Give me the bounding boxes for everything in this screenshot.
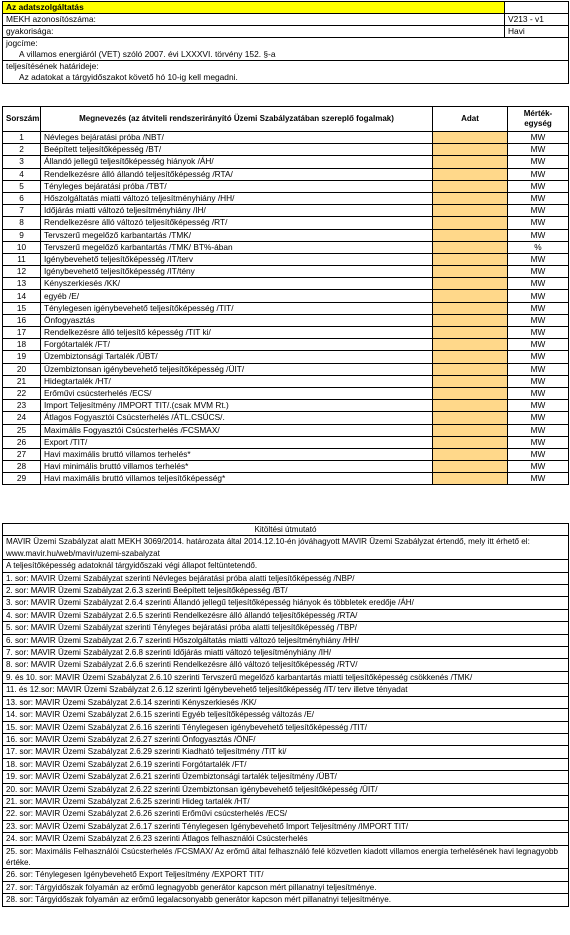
data-input-cell[interactable] [433,436,508,448]
row-name: Önfogyasztás [41,314,433,326]
instructions-table [2,523,569,907]
row-number: 18 [3,339,41,351]
row-unit: MW [508,278,569,290]
instruction-row [3,696,569,708]
row-name: Forgótartalék /FT/ [41,339,433,351]
row-number: 12 [3,266,41,278]
instruction-row [3,609,569,621]
table-row [3,412,569,424]
instruction-row [3,881,569,893]
row-unit: MW [508,253,569,265]
row-name: Állandó jellegű teljesítőképesség hiányok /ÁH/ [41,156,433,168]
instruction-row [3,634,569,646]
row-number: 25 [3,424,41,436]
instruction-row [3,845,569,869]
row-number: 22 [3,387,41,399]
instruction-row [3,536,569,560]
instruction-row [3,746,569,758]
instruction-row [3,684,569,696]
row-name: Tényleges bejáratási próba /TBT/ [41,180,433,192]
row-name: Rendelkezésre álló változó teljesítőképesség /RT/ [41,217,433,229]
row-unit: MW [508,290,569,302]
instruction-row [3,758,569,770]
row-unit: MW [508,327,569,339]
row-name: Kényszerkiesés /KK/ [41,278,433,290]
row-unit: MW [508,192,569,204]
data-input-cell[interactable] [433,302,508,314]
data-input-cell[interactable] [433,461,508,473]
data-input-cell[interactable] [433,327,508,339]
instruction-row [3,771,569,783]
row-number: 17 [3,327,41,339]
row-unit: MW [508,424,569,436]
instruction-text: 11. és 12.sor: MAVIR Üzemi Szabályzat 2.6.12 szerinti Igénybevehető teljesítőképesség /IT/ terv illetve tényadat [3,684,569,696]
instruction-text: A teljesítőképesség adatoknál tárgyidőszaki végi állapot feltüntetendő. [3,560,569,572]
data-input-cell[interactable] [433,192,508,204]
row-unit: MW [508,363,569,375]
col-header-adat: Adat [433,107,508,132]
instruction-row [3,833,569,845]
row-name: Tervszerű megelőző karbantartás /TMK/ BT%-ában [41,241,433,253]
row-name: Havi maximális bruttó villamos teljesítőképesség* [41,473,433,485]
instruction-text: 9. és 10. sor: MAVIR Üzemi Szabályzat 2.6.10 szerinti Tervszerű megelőző karbantartás miatti teljesítőképesség csökkenés /TMK/ [3,671,569,683]
data-input-cell[interactable] [433,448,508,460]
table-row [3,424,569,436]
instruction-text: 26. sor: Ténylegesen Igénybevehető Export Teljesítmény /EXPORT TIT/ [3,869,569,881]
instruction-row [3,894,569,906]
table-row [3,290,569,302]
table-row [3,436,569,448]
row-name: Átlagos Fogyasztói Csúcsterhelés /ÁTL.CSÚCS/. [41,412,433,424]
instruction-text: 6. sor: MAVIR Üzemi Szabályzat 2.6.7 szerinti Hőszolgáltatás miatti változó teljesítményhiány /HH/ [3,634,569,646]
instruction-text: 8. sor: MAVIR Üzemi Szabályzat 2.6.6 szerinti Rendelkezésre álló változó teljesítőképesség /RTV/ [3,659,569,671]
instruction-row [3,820,569,832]
table-row [3,156,569,168]
row-number: 16 [3,314,41,326]
instruction-row [3,585,569,597]
row-unit: MW [508,205,569,217]
row-name: Igénybevehető teljesítőképesség /IT/tény [41,266,433,278]
instruction-text: 23. sor: MAVIR Üzemi Szabályzat 2.6.17 szerinti Ténylegesen Igénybevehető Import Teljesítmény /IMPORT TIT/ [3,820,569,832]
row-unit: MW [508,412,569,424]
row-number: 7 [3,205,41,217]
header-table [2,1,569,84]
row-unit: MW [508,448,569,460]
row-name: Hőszolgáltatás miatti változó teljesítményhiány /HH/ [41,192,433,204]
row-number: 21 [3,375,41,387]
table-row [3,363,569,375]
instruction-text: MAVIR Üzemi Szabályzat alatt MEKH 3069/2014. határozata által 2014.12.10-én jóváhagyott MAVIR Üzemi Szabályzat értendő, mely itt érhető el: www.mavir.hu/web/mavir/uzemi-szabalyzat [3,536,569,560]
data-input-cell[interactable] [433,168,508,180]
row-unit: MW [508,229,569,241]
instruction-text: 14. sor: MAVIR Üzemi Szabályzat 2.6.15 szerinti Egyéb teljesítőképesség változás /E/ [3,709,569,721]
instruction-text: 16. sor: MAVIR Üzemi Szabályzat 2.6.27 szerinti Önfogyasztás /ÖNF/ [3,733,569,745]
row-number: 3 [3,156,41,168]
instruction-row [3,647,569,659]
frequency-label: gyakorisága: [3,26,505,38]
row-number: 28 [3,461,41,473]
data-input-cell[interactable] [433,400,508,412]
instruction-text: 15. sor: MAVIR Üzemi Szabályzat 2.6.16 szerinti Ténylegesen igénybevehető teljesítőképesség /TIT/ [3,721,569,733]
row-number: 11 [3,253,41,265]
instruction-row [3,721,569,733]
legal-basis-text: A villamos energiáról (VET) szóló 2007. évi LXXXVI. törvény 152. §-a [3,49,569,61]
row-name: Üzembiztonsági Tartalék /ÜBT/ [41,351,433,363]
row-unit: MW [508,266,569,278]
row-name: Maximális Fogyasztói Csúcsterhelés /FCSMAX/ [41,424,433,436]
row-unit: MW [508,351,569,363]
row-name: Beépített teljesítőképesség /BT/ [41,144,433,156]
row-unit: MW [508,436,569,448]
instruction-text: 2. sor: MAVIR Üzemi Szabályzat 2.6.3 szerinti Beépített teljesítőképesség /BT/ [3,585,569,597]
row-unit: MW [508,375,569,387]
data-input-cell[interactable] [433,229,508,241]
instruction-row [3,659,569,671]
table-row [3,266,569,278]
row-unit: MW [508,339,569,351]
data-input-cell[interactable] [433,290,508,302]
row-name: Rendelkezésre álló teljesítő képesség /TIT ki/ [41,327,433,339]
col-header-megnevezes: Megnevezés (az átviteli rendszerirányító Üzemi Szabályzatában szereplő fogalmak) [41,107,433,132]
data-input-cell[interactable] [433,205,508,217]
row-unit: MW [508,217,569,229]
row-unit: MW [508,387,569,399]
row-name: Tervszerű megelőző karbantartás /TMK/ [41,229,433,241]
table-row [3,217,569,229]
instruction-row [3,622,569,634]
row-number: 20 [3,363,41,375]
data-input-cell[interactable] [433,339,508,351]
table-row [3,302,569,314]
section-title: Az adatszolgáltatás [3,2,505,14]
instruction-text: 22. sor: MAVIR Üzemi Szabályzat 2.6.26 szerinti Erőművi csúcsterhelés /ECS/ [3,808,569,820]
instruction-text: 27. sor: Tárgyidőszak folyamán az erőmű legnagyobb generátor kapcson mért pillanatnyi teljesítménye. [3,881,569,893]
instruction-text: 3. sor: MAVIR Üzemi Szabályzat 2.6.4 szerinti Állandó jellegű teljesítőképesség hiányok és többletek eredője /ÁH/ [3,597,569,609]
deadline-label: teljesítésének határideje: [3,61,569,73]
row-name: Import Teljesítmény /IMPORT TIT/.(csak MVM Rt.) [41,400,433,412]
row-number: 9 [3,229,41,241]
legal-basis-label: jogcíme: [3,38,569,50]
row-number: 8 [3,217,41,229]
row-number: 10 [3,241,41,253]
data-input-cell[interactable] [433,375,508,387]
row-number: 26 [3,436,41,448]
row-number: 4 [3,168,41,180]
row-unit: MW [508,132,569,144]
row-unit: MW [508,302,569,314]
instruction-row [3,783,569,795]
data-input-cell[interactable] [433,144,508,156]
table-row [3,229,569,241]
row-number: 5 [3,180,41,192]
table-header-row [3,107,569,132]
row-unit: MW [508,314,569,326]
col-header-mertekegyseg: Mérték-egység [508,107,569,132]
frequency-value: Havi [505,26,569,38]
table-row [3,339,569,351]
row-name: Ténylegesen igénybevehető teljesítőképesség /TIT/ [41,302,433,314]
instruction-row [3,597,569,609]
table-row [3,375,569,387]
table-row [3,327,569,339]
instruction-row [3,709,569,721]
instruction-row [3,572,569,584]
row-number: 15 [3,302,41,314]
mekh-id-label: MEKH azonosítószáma: [3,14,505,26]
row-unit: MW [508,461,569,473]
table-row [3,168,569,180]
instruction-text: 24. sor: MAVIR Üzemi Szabályzat 2.6.23 szerinti Átlagos felhasználói Csúcsterhelés [3,833,569,845]
table-row [3,132,569,144]
instruction-row [3,795,569,807]
table-row [3,192,569,204]
data-input-cell[interactable] [433,278,508,290]
data-input-cell[interactable] [433,473,508,485]
table-row [3,278,569,290]
instruction-row [3,560,569,572]
table-row [3,387,569,399]
row-number: 23 [3,400,41,412]
instruction-text: 7. sor: MAVIR Üzemi Szabályzat 2.6.8 szerinti Időjárás miatti változó teljesítményhiány /IH/ [3,647,569,659]
row-name: Üzembiztonsan igénybevehető teljesítőképesség /ÜIT/ [41,363,433,375]
row-unit: MW [508,168,569,180]
data-input-cell[interactable] [433,132,508,144]
data-input-cell[interactable] [433,424,508,436]
data-input-cell[interactable] [433,351,508,363]
row-name: Havi minimális bruttó villamos terhelés* [41,461,433,473]
instruction-row [3,808,569,820]
instructions-title: Kitöltési útmutató [3,524,569,536]
row-number: 2 [3,144,41,156]
table-row [3,241,569,253]
instruction-text: 13. sor: MAVIR Üzemi Szabályzat 2.6.14 szerinti Kényszerkiesés /KK/ [3,696,569,708]
deadline-text: Az adatokat a tárgyidőszakot követő hó 10-ig kell megadni. [3,72,569,84]
row-name: Export /TIT/ [41,436,433,448]
row-number: 29 [3,473,41,485]
data-input-cell[interactable] [433,217,508,229]
data-input-cell[interactable] [433,412,508,424]
table-row [3,205,569,217]
instruction-row [3,733,569,745]
instruction-row [3,869,569,881]
table-row [3,400,569,412]
data-input-cell[interactable] [433,266,508,278]
instruction-text: 4. sor: MAVIR Üzemi Szabályzat 2.6.5 szerinti Rendelkezésre álló állandó teljesítőképesség /RTA/ [3,609,569,621]
row-number: 13 [3,278,41,290]
row-name: Rendelkezésre álló állandó teljesítőképesség /RTA/ [41,168,433,180]
data-input-cell[interactable] [433,314,508,326]
instruction-row [3,671,569,683]
table-row [3,253,569,265]
mekh-id-value: V213 - v1 [505,14,569,26]
table-row [3,448,569,460]
row-unit: MW [508,156,569,168]
instruction-text: 1. sor: MAVIR Üzemi Szabályzat szerinti Névleges bejáratási próba alatti teljesítőképesség /NBP/ [3,572,569,584]
data-input-cell[interactable] [433,180,508,192]
title-blank-cell [505,2,569,14]
row-name: Hidegtartalék /HT/ [41,375,433,387]
row-number: 14 [3,290,41,302]
row-number: 19 [3,351,41,363]
data-input-cell[interactable] [433,156,508,168]
col-header-sorszam: Sorszám [3,107,41,132]
table-row [3,180,569,192]
row-number: 24 [3,412,41,424]
row-number: 27 [3,448,41,460]
row-unit: MW [508,473,569,485]
row-name: Névleges bejáratási próba /NBT/ [41,132,433,144]
instruction-text: 19. sor: MAVIR Üzemi Szabályzat 2.6.21 szerinti Üzembiztonsági tartalék teljesítmény /ÜBT/ [3,771,569,783]
table-row [3,473,569,485]
table-row [3,351,569,363]
table-row [3,314,569,326]
row-name: Erőművi csúcsterhelés /ECS/ [41,387,433,399]
instruction-text: 17. sor: MAVIR Üzemi Szabályzat 2.6.29 szerinti Kiadható teljesítmény /TIT ki/ [3,746,569,758]
row-unit: MW [508,400,569,412]
row-name: Havi maximális bruttó villamos terhelés* [41,448,433,460]
table-row [3,461,569,473]
row-unit: % [508,241,569,253]
row-number: 6 [3,192,41,204]
instruction-text: 20. sor: MAVIR Üzemi Szabályzat 2.6.22 szerinti Üzembiztonsan igénybevehető teljesítőképesség /ÜIT/ [3,783,569,795]
instruction-text: 28. sor: Tárgyidőszak folyamán az erőmű legalacsonyabb generátor kapcson mért pillanatnyi teljesítménye. [3,894,569,906]
table-row [3,144,569,156]
data-input-cell[interactable] [433,387,508,399]
instruction-text: 25. sor: Maximális Felhasználói Csúcsterhelés /FCSMAX/ Az erőmű által felhasználó felé közvetlen kiadott villamos energia terhelésének havi legnagyobb értéke. [3,845,569,869]
row-number: 1 [3,132,41,144]
data-input-cell[interactable] [433,253,508,265]
row-name: Időjárás miatti változó teljesítményhiány /IH/ [41,205,433,217]
instruction-text: 21. sor: MAVIR Üzemi Szabályzat 2.6.25 szerinti Hideg tartalék /HT/ [3,795,569,807]
instruction-text: 18. sor: MAVIR Üzemi Szabályzat 2.6.19 szerinti Forgótartalék /FT/ [3,758,569,770]
row-name: Igénybevehető teljesítőképesség /IT/terv [41,253,433,265]
row-unit: MW [508,144,569,156]
instruction-text: 5. sor: MAVIR Üzemi Szabályzat szerinti Tényleges bejáratási próba alatti teljesítőképesség /TBP/ [3,622,569,634]
data-table [2,106,569,485]
data-input-cell[interactable] [433,241,508,253]
row-name: egyéb /E/ [41,290,433,302]
data-input-cell[interactable] [433,363,508,375]
row-unit: MW [508,180,569,192]
